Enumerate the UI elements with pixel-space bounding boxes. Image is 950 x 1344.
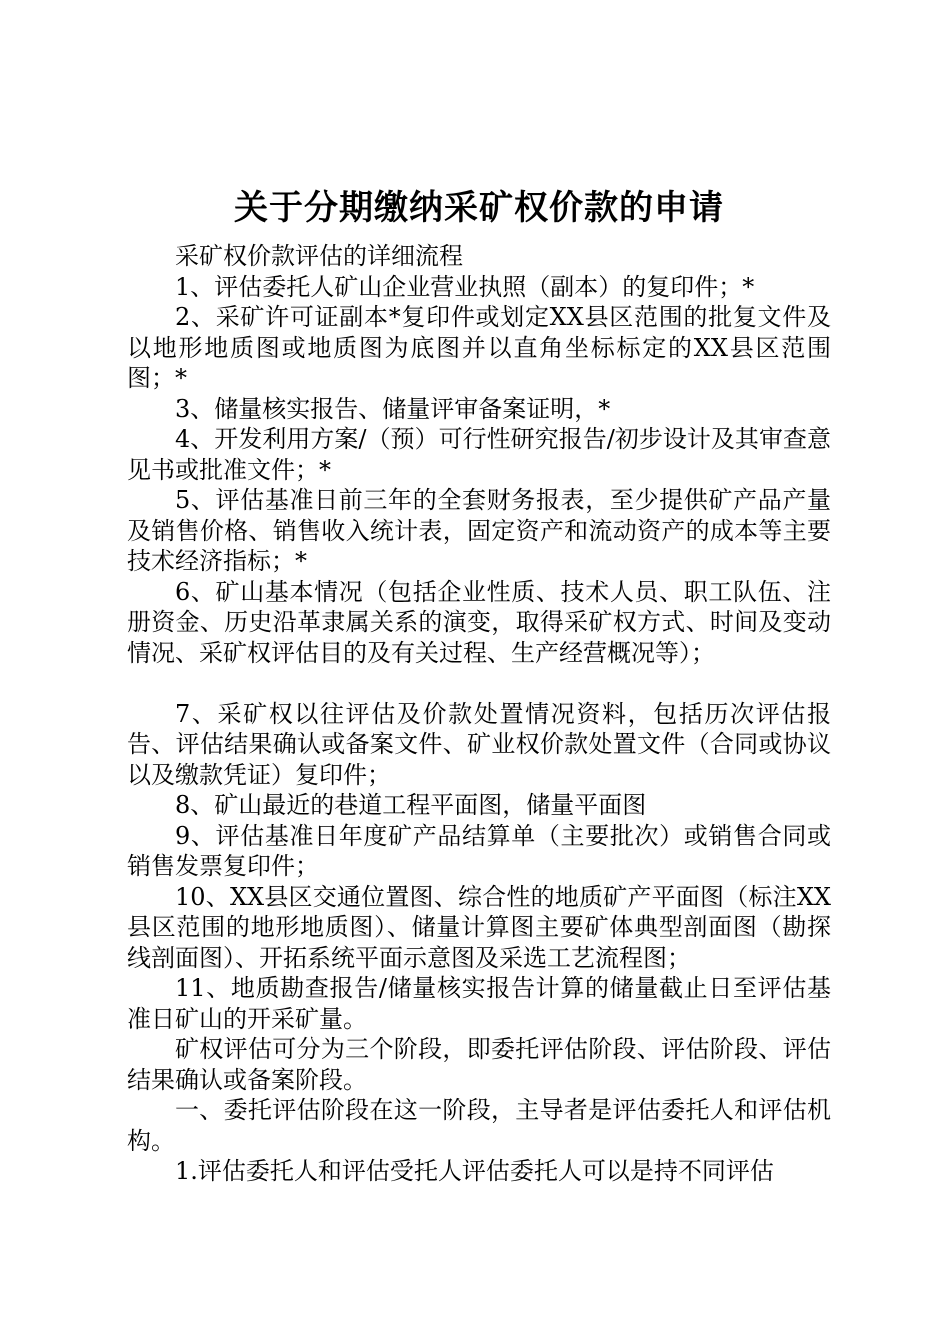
paragraph-item-2: 2、采矿许可证副本*复印件或划定XX县区范围的批复文件及以地形地质图或地质图为底图并以直角坐标标定的XX县区范围图；* bbox=[127, 303, 831, 392]
paragraph-item-6: 6、矿山基本情况（包括企业性质、技术人员、职工队伍、注册资金、历史沿革隶属关系的演变，取得采矿权方式、时间及变动情况、采矿权评估目的及有关过程、生产经营概况等）； bbox=[127, 577, 831, 667]
document-title: 关于分期缴纳采矿权价款的申请 bbox=[234, 188, 724, 228]
paragraph-item-10: 10、XX县区交通位置图、综合性的地质矿产平面图（标注XX县区范围的地形地质图）、储量计算图主要矿体典型剖面图（勘探线剖面图）、开拓系统平面示意图及采选工艺流程图； bbox=[127, 882, 831, 972]
paragraph-item-9: 9、评估基准日年度矿产品结算单（主要批次）或销售合同或销售发票复印件； bbox=[127, 821, 831, 880]
paragraph-item-1: 1、评估委托人矿山企业营业执照（副本）的复印件；* bbox=[175, 272, 755, 301]
paragraph-stages: 矿权评估可分为三个阶段，即委托评估阶段、评估阶段、评估结果确认或备案阶段。 bbox=[127, 1035, 831, 1094]
paragraph-stage-one-item-1: 1.评估委托人和评估受托人评估委托人可以是持不同评估 bbox=[175, 1157, 774, 1185]
paragraph-item-7: 7、采矿权以往评估及价款处置情况资料，包括历次评估报告、评估结果确认或备案文件、矿业权价款处置文件（合同或协议以及缴款凭证）复印件； bbox=[127, 699, 831, 789]
paragraph-stage-one: 一、委托评估阶段在这一阶段，主导者是评估委托人和评估机构。 bbox=[127, 1096, 831, 1155]
document-page bbox=[127, 183, 831, 1187]
paragraph-item-5: 5、评估基准日前三年的全套财务报表，至少提供矿产品产量及销售价格、销售收入统计表，固定资产和流动资产的成本等主要技术经济指标；* bbox=[127, 486, 831, 575]
paragraph-item-11: 11、地质勘查报告/储量核实报告计算的储量截止日至评估基准日矿山的开采矿量。 bbox=[127, 974, 831, 1033]
paragraph-item-8: 8、矿山最近的巷道工程平面图，储量平面图 bbox=[175, 791, 647, 819]
paragraph-intro: 采矿权价款评估的详细流程 bbox=[175, 242, 463, 270]
blank-line bbox=[127, 668, 831, 699]
paragraph-item-4: 4、开发利用方案/（预）可行性研究报告/初步设计及其审查意见书或批准文件；* bbox=[127, 425, 831, 484]
paragraph-item-3: 3、储量核实报告、储量评审备案证明，* bbox=[175, 394, 611, 423]
